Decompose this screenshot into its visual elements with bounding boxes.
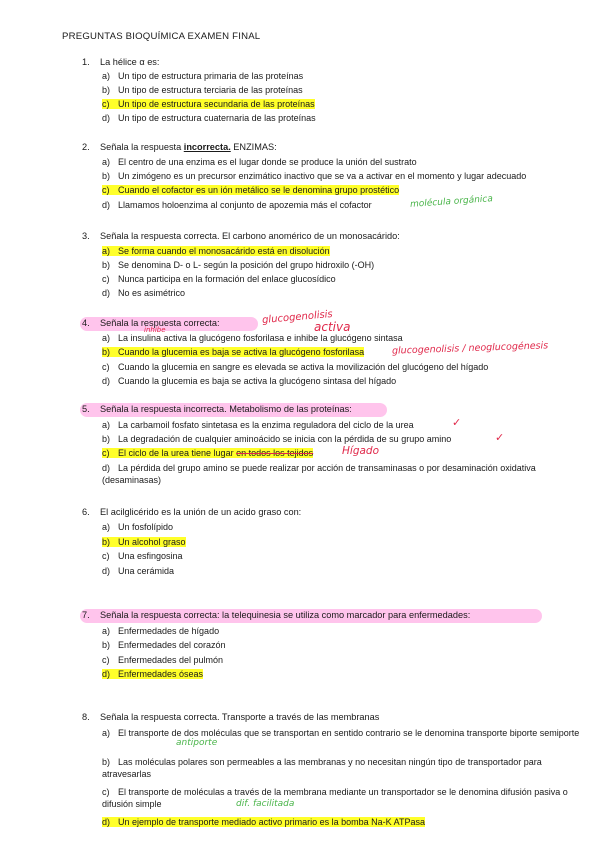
q6-option-d: d) Una cerámida xyxy=(102,566,175,576)
q8-option-b: b) Las moléculas polares son permeables a las membranas y no necesitan ningún tipo de transportador para atravesarlas xyxy=(102,757,542,779)
question-8: 8. Señala la respuesta correcta. Transporte a través de las membranas xyxy=(82,712,380,722)
question-1 xyxy=(82,57,159,67)
q1-option-c: c) Un tipo de estructura secundaria de las proteínas xyxy=(102,99,315,109)
q6-option-c: c) Una esfingosina xyxy=(102,551,183,561)
q4-option-a: a) La insulina activa la glucógeno fosforilasa e inhibe la glucógeno sintasa xyxy=(102,333,403,343)
handwritten-note: inhibe xyxy=(144,326,166,334)
handwritten-note: antiporte xyxy=(176,738,218,748)
q7-option-c: c) Enfermedades del pulmón xyxy=(102,655,224,665)
question-2: 2. Señala la respuesta incorrecta. ENZIMAS: xyxy=(82,142,277,152)
q7-option-b: b) Enfermedades del corazón xyxy=(102,640,226,650)
q8-option-d: d) Un ejemplo de transporte mediado activo primario es la bomba Na-K ATPasa xyxy=(102,817,425,827)
q1-option-d: d) Un tipo de estructura cuaternaria de las proteínas xyxy=(102,113,316,123)
handwritten-note: molécula orgánica xyxy=(409,194,494,210)
q1-option-a: a) Un tipo de estructura primaria de las proteínas xyxy=(102,71,304,81)
handwritten-note: glucogenolisis / neoglucogénesis xyxy=(391,340,549,357)
q7-option-d: d) Enfermedades óseas xyxy=(102,669,204,679)
q8-option-a: a) El transporte de dos moléculas que se transportan en sentido contrario se le denomina transporte biporte semiporte xyxy=(102,728,580,738)
q5-option-c: c) El ciclo de la urea tiene lugar en todos los tejidos xyxy=(102,448,314,458)
q6-option-a: a) Un fosfolípido xyxy=(102,522,174,532)
page-title: PREGUNTAS BIOQUÍMICA EXAMEN FINAL xyxy=(62,31,261,42)
check-icon: ✓ xyxy=(452,417,462,429)
question-7: 7. Señala la respuesta correcta: la telequinesia se utiliza como marcador para enfermedades: xyxy=(82,610,471,620)
q5-option-a: a) La carbamoil fosfato sintetasa es la enzima reguladora del ciclo de la urea xyxy=(102,420,414,430)
q2-option-b: b) Un zimógeno es un precursor enzimático inactivo que se va a activar en el momento y lugar adecuado xyxy=(102,171,527,181)
handwritten-note: dif. facilitada xyxy=(236,799,295,809)
q3-option-c: c) Nunca participa en la formación del enlace glucosídico xyxy=(102,274,336,284)
q2-option-d: d) Llamamos holoenzima al conjunto de apozemia más el cofactor xyxy=(102,200,372,210)
check-icon: ✓ xyxy=(495,432,505,444)
q3-option-d: d) No es asimétrico xyxy=(102,288,186,298)
q3-option-b: b) Se denomina D- o L- según la posición del grupo hidroxilo (-OH) xyxy=(102,260,375,270)
q2-option-c: c) Cuando el cofactor es un ión metálico se le denomina grupo prostético xyxy=(102,185,400,195)
q1-option-b: b) Un tipo de estructura terciaria de las proteínas xyxy=(102,85,303,95)
q4-option-d: d) Cuando la glucemia es baja se activa la glucógeno sintasa del hígado xyxy=(102,376,397,386)
handwritten-note: Hígado xyxy=(342,445,380,457)
q7-option-a: a) Enfermedades de hígado xyxy=(102,626,220,636)
q3-option-a: a) Se forma cuando el monosacárido está en disolución xyxy=(102,246,330,256)
handwritten-note: glucogenolisis xyxy=(261,308,334,327)
q8-option-c: c) El transporte de moléculas a través de la membrana mediante un transportador se le denomina difusión pasiva o difusión simple xyxy=(102,787,568,809)
question-4: 4. Señala la respuesta correcta: xyxy=(82,318,220,328)
question-5: 5. Señala la respuesta incorrecta. Metabolismo de las proteínas: xyxy=(82,404,352,414)
q5-option-b: b) La degradación de cualquier aminoácido se inicia con la pérdida de su grupo amino xyxy=(102,434,452,444)
question-text: La hélice α es: xyxy=(100,57,160,67)
q5-option-d: d) La pérdida del grupo amino se puede realizar por acción de transaminasas o por desaminación oxidativa (desaminasas) xyxy=(102,463,536,485)
q6-option-b: b) Un alcohol graso xyxy=(102,537,186,547)
q2-option-a: a) El centro de una enzima es el lugar donde se produce la unión del sustrato xyxy=(102,157,417,167)
q4-option-c: c) Cuando la glucemia en sangre es elevada se activa la movilización del glucógeno del hígado xyxy=(102,362,489,372)
question-3: 3. Señala la respuesta correcta. El carbono anomérico de un monosacárido: xyxy=(82,231,400,241)
handwritten-note: activa xyxy=(314,320,351,334)
q4-option-b: b) Cuando la glucemia es baja se activa la glucógeno fosforilasa xyxy=(102,347,365,357)
question-number: 1. xyxy=(82,57,90,67)
question-6: 6. El acilglicérido es la unión de un acido graso con: xyxy=(82,507,302,517)
